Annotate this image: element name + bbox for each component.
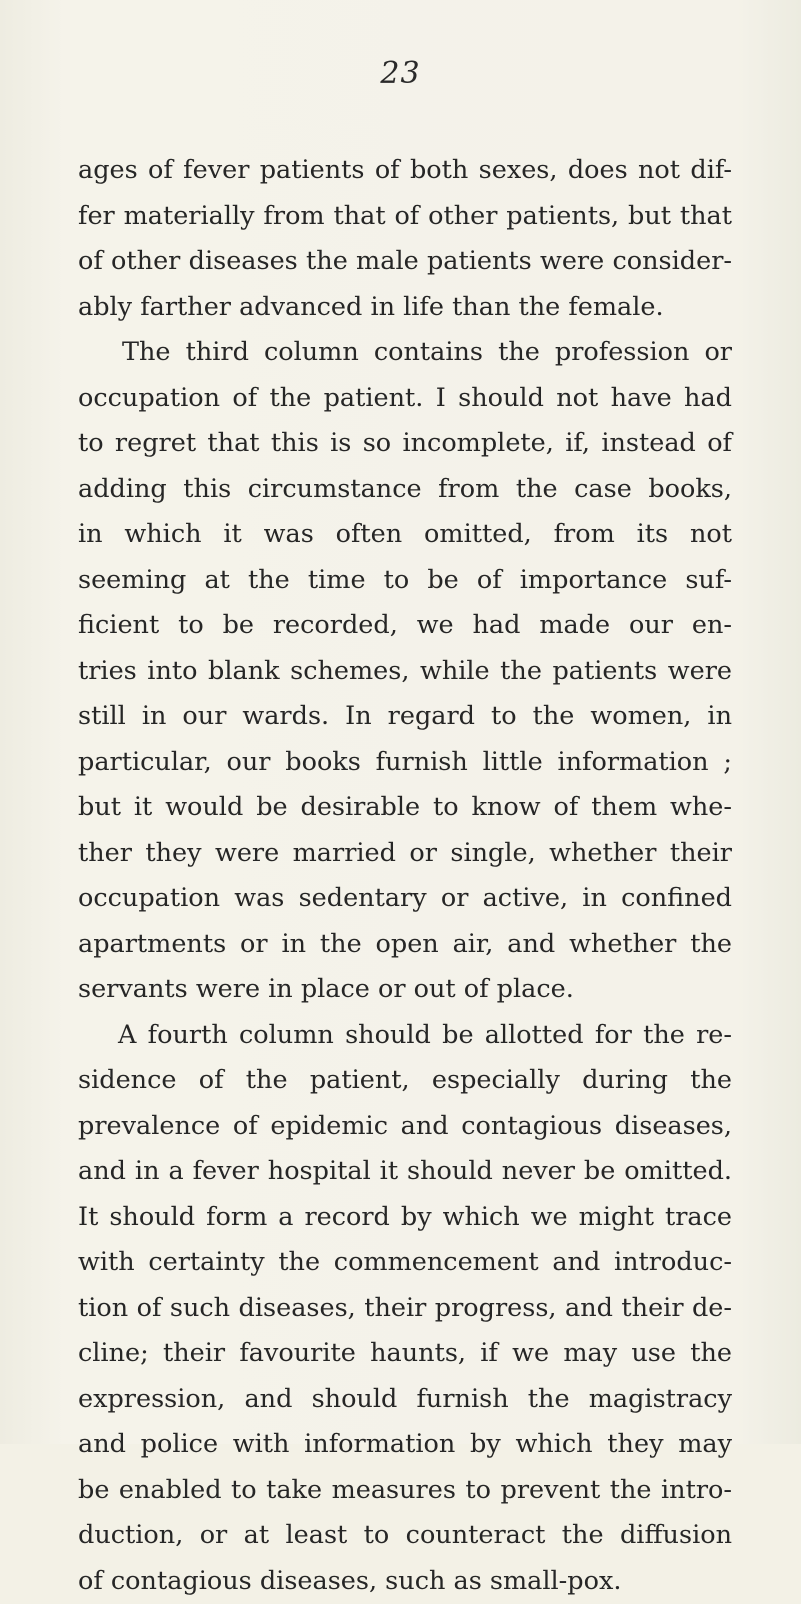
text-line: and in a fever hospital it should never be omitted.	[78, 1149, 732, 1195]
text-line: to regret that this is so incomplete, if, instead of	[78, 421, 732, 467]
text-line: prevalence of epidemic and contagious diseases,	[78, 1104, 732, 1150]
text-line: of contagious diseases, such as small-pox.	[78, 1559, 732, 1604]
text-line: with certainty the commencement and introduc-	[78, 1240, 732, 1286]
text-line: seeming at the time to be of importance suf-	[78, 558, 732, 604]
text-line: fer materially from that of other patients, but that	[78, 194, 732, 240]
text-line: tries into blank schemes, while the patients were	[78, 649, 732, 695]
paragraph-start-line: A fourth column should be allotted for the re-	[78, 1013, 732, 1059]
text-line: ther they were married or single, whether their	[78, 831, 732, 877]
text-line: in which it was often omitted, from its not	[78, 512, 732, 558]
text-line: occupation of the patient. I should not have had	[78, 376, 732, 422]
text-line: expression, and should furnish the magistracy	[78, 1377, 732, 1423]
page-number: 23	[0, 56, 801, 91]
text-line: It should form a record by which we might trace	[78, 1195, 732, 1241]
text-line: sidence of the patient, especially during the	[78, 1058, 732, 1104]
text-line: still in our wards. In regard to the women, in	[78, 694, 732, 740]
text-line: of other diseases the male patients were consider-	[78, 239, 732, 285]
body-text	[78, 148, 732, 1604]
text-line: duction, or at least to counteract the diffusion	[78, 1513, 732, 1559]
paragraph-start-line: The third column contains the profession or	[78, 330, 732, 376]
text-line: adding this circumstance from the case books,	[78, 467, 732, 513]
text-line: occupation was sedentary or active, in confined	[78, 876, 732, 922]
text-line: and police with information by which they may	[78, 1422, 732, 1468]
text-line: tion of such diseases, their progress, and their de-	[78, 1286, 732, 1332]
text-line: ably farther advanced in life than the female.	[78, 285, 732, 331]
text-line: particular, our books furnish little information ;	[78, 740, 732, 786]
text-line: be enabled to take measures to prevent the intro-	[78, 1468, 732, 1514]
text-line: servants were in place or out of place.	[78, 967, 732, 1013]
text-line: apartments or in the open air, and whether the	[78, 922, 732, 968]
text-line: but it would be desirable to know of them whe-	[78, 785, 732, 831]
text-line: cline; their favourite haunts, if we may use the	[78, 1331, 732, 1377]
text-line: ficient to be recorded, we had made our en-	[78, 603, 732, 649]
text-line: ages of fever patients of both sexes, does not dif-	[78, 148, 732, 194]
